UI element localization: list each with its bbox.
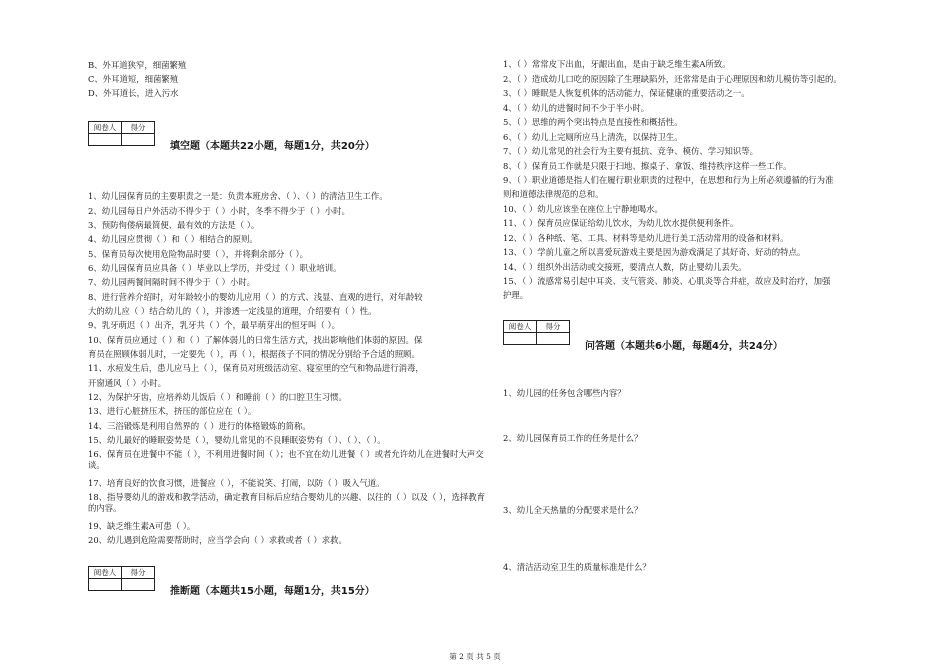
fill-line: 11、水痘发生后，患儿应马上（ ），保育员对班级活动室、寝室里的空气和物品进行消毒， bbox=[88, 363, 424, 373]
fill-line: 5、保育员每次使用危险物品时要（ ），并将剩余部分（ ）。 bbox=[88, 249, 309, 259]
qa-question: 3、幼儿全天热量的分配要求是什么？ bbox=[503, 505, 643, 515]
judge-line: 护理。 bbox=[503, 290, 529, 300]
fill-line: 9、乳牙萌迟（ ）出齐，乳牙共（ ）个，最早萌芽出的恒牙叫（ ）。 bbox=[88, 320, 340, 330]
fill-line: 4、幼儿园应贯彻（ ）和（ ）相结合的原则。 bbox=[88, 234, 258, 244]
judge-line: 3、（ ）睡眠是人恢复机体的活动能力，保证健康的重要活动之一。 bbox=[503, 88, 750, 98]
score-cell bbox=[122, 134, 155, 146]
judge-line: 10、（ ）幼儿应该坐在座位上宁静地喝水。 bbox=[503, 204, 663, 214]
fill-line: 6、幼儿园保育员应具备（ ）毕业以上学历，并受过（ ）职业培训。 bbox=[88, 263, 342, 273]
fill-line: 8、进行营养介绍时，对年龄较小的婴幼儿应用（ ）的方式、浅显、直观的进行，对年龄较 bbox=[88, 292, 423, 302]
qa-section-title: 问答题（本题共6小题，每题4分，共24分） bbox=[585, 341, 783, 352]
judge-line: 11、（ ）保育员应保证给幼儿饮水，为幼儿饮水提供便利条件。 bbox=[503, 218, 739, 228]
judge-line: 12、（ ）各种纸、笔、工具、材料等是幼儿进行美工活动常用的设备和材料。 bbox=[503, 233, 789, 243]
qa-question: 1、幼儿园的任务包含哪些内容？ bbox=[503, 388, 626, 398]
reviewer-label: 阅卷人 bbox=[89, 567, 122, 579]
qa-question: 4、清洁活动室卫生的质量标准是什么？ bbox=[503, 562, 651, 572]
judge-section-title: 推断题（本题共15小题，每题1分，共15分） bbox=[170, 586, 375, 597]
fill-line: 10、保育员应通过（ ）和（ ）了解体弱儿的日常生活方式，找出影响他们体弱的原因。保 bbox=[88, 335, 423, 345]
judge-line: 8、（ ）保育员工作就是只限于扫地、擦桌子、拿饭、维持秩序这样一些工作。 bbox=[503, 161, 792, 171]
judge-line: 5、（ ）思维的两个突出特点是直接性和概括性。 bbox=[503, 117, 683, 127]
judge-line: 6、（ ）幼儿上完厕所应马上清洗，以保持卫生。 bbox=[503, 132, 683, 142]
score-label: 得分 bbox=[537, 321, 570, 333]
reviewer-cell bbox=[89, 134, 122, 146]
fill-line: 2、幼儿园每日户外活动不得少于（ ）小时，冬季不得少于（ ）小时。 bbox=[88, 206, 350, 216]
fill-line: 12、为保护牙齿，应培养幼儿饭后（ ）和睡前（ ）的口腔卫生习惯。 bbox=[88, 392, 347, 402]
fill-line: 7、幼儿园两餐间隔时间不得少于（ ）小时。 bbox=[88, 277, 256, 287]
judge-line: 15、（ ）流感常易引起中耳炎、支气管炎、肺炎、心肌炎等合并症，故应及时治疗，加强 bbox=[503, 276, 831, 286]
fill-line: 育员在照顾体弱儿时，一定要先（ ），再（ ），根据孩子不同的情况分别给予合适的照顾。 bbox=[88, 349, 420, 359]
fill-line: 1、幼儿园保育员的主要职责之一是：负责本班房舍、（ ）、（ ）的清洁卫生工作。 bbox=[88, 191, 388, 201]
option-b: B、外耳道狭窄，细菌繁殖 bbox=[88, 60, 187, 70]
fill-line: 15、幼儿最好的睡眠姿势是（ ），婴幼儿常见的不良睡眠姿势有（ ）、（ ）、（ ）。 bbox=[88, 435, 386, 445]
judge-line: 4、（ ）幼儿的进餐时间不少于半小时。 bbox=[503, 103, 650, 113]
judge-line: 2、（ ）造成幼儿口吃的原因除了生理缺陷外，还常常是由于心理原因和幼儿模仿等引起的。 bbox=[503, 74, 842, 84]
qa-question: 2、幼儿园保育员工作的任务是什么？ bbox=[503, 433, 643, 443]
score-box-qa bbox=[503, 320, 570, 345]
score-box-judge bbox=[88, 566, 155, 591]
fill-line: 19、缺乏维生素A可患（ ）。 bbox=[88, 521, 196, 531]
fill-section-title: 填空题（本题共22小题，每题1分，共20分） bbox=[170, 141, 375, 152]
fill-line: 3、预防佝偻病最简便、最有效的方法是（ ）。 bbox=[88, 220, 260, 230]
judge-line: 13、（ ）学前儿童之所以喜爱玩游戏主要是因为游戏满足了其好奇、好动的特点。 bbox=[503, 247, 806, 257]
score-cell bbox=[537, 333, 570, 345]
page-footer: 第 2 页 共 5 页 bbox=[449, 652, 501, 661]
judge-line: 9、（ ）职业道德是指人们在履行职业职责的过程中，在思想和行为上所必须遵循的行为准 bbox=[503, 175, 834, 185]
fill-line: 17、培育良好的饮食习惯，进餐应（ ），不能说笑、打闹，以防（ ）吸入气道。 bbox=[88, 478, 385, 488]
fill-line: 大的幼儿应（ ）结合幼儿的（ ），并渗透一定浅显的道理，介绍要有（ ）性。 bbox=[88, 306, 377, 316]
reviewer-label: 阅卷人 bbox=[89, 122, 122, 134]
judge-line: 1、（ ）常常皮下出血，牙龈出血，是由于缺乏维生素A所致。 bbox=[503, 59, 731, 69]
score-cell bbox=[122, 579, 155, 591]
fill-line: 18、指导婴幼儿的游戏和教学活动，确定教育目标后应结合婴幼儿的兴趣、以往的（ ）以及（ ），选择教育的内容。 bbox=[88, 492, 486, 513]
option-d: D、外耳道长，进入污水 bbox=[88, 88, 179, 98]
fill-line: 16、保育员在进餐中不能（ ），不利用进餐时间（ ）；也不宜在幼儿进餐（ ）或者允许幼儿在进餐时大声交谈。 bbox=[88, 449, 484, 470]
score-label: 得分 bbox=[122, 122, 155, 134]
judge-line: 7、（ ）幼儿常见的社会行为主要有抵抗、竞争、模仿、学习知识等。 bbox=[503, 146, 759, 156]
option-c: C、外耳道短，细菌繁殖 bbox=[88, 74, 179, 84]
reviewer-label: 阅卷人 bbox=[504, 321, 537, 333]
judge-line: 则和道德法律规范的总和。 bbox=[503, 189, 604, 199]
fill-line: 开窗通风（ ）小时。 bbox=[88, 378, 167, 388]
fill-line: 13、进行心脏挤压术，挤压的部位应在（ ）。 bbox=[88, 406, 257, 416]
fill-line: 14、三浴锻炼是利用自然界的（ ）进行的体格锻炼的简称。 bbox=[88, 421, 311, 431]
reviewer-cell bbox=[89, 579, 122, 591]
score-label: 得分 bbox=[122, 567, 155, 579]
reviewer-cell bbox=[504, 333, 537, 345]
judge-line: 14、（ ）组织外出活动或交接班，要清点人数，防止婴幼儿丢失。 bbox=[503, 262, 747, 272]
score-box-fill bbox=[88, 121, 155, 146]
fill-line: 20、幼儿遇到危险需要帮助时，应当学会向（ ）求救或者（ ）求救。 bbox=[88, 535, 347, 545]
